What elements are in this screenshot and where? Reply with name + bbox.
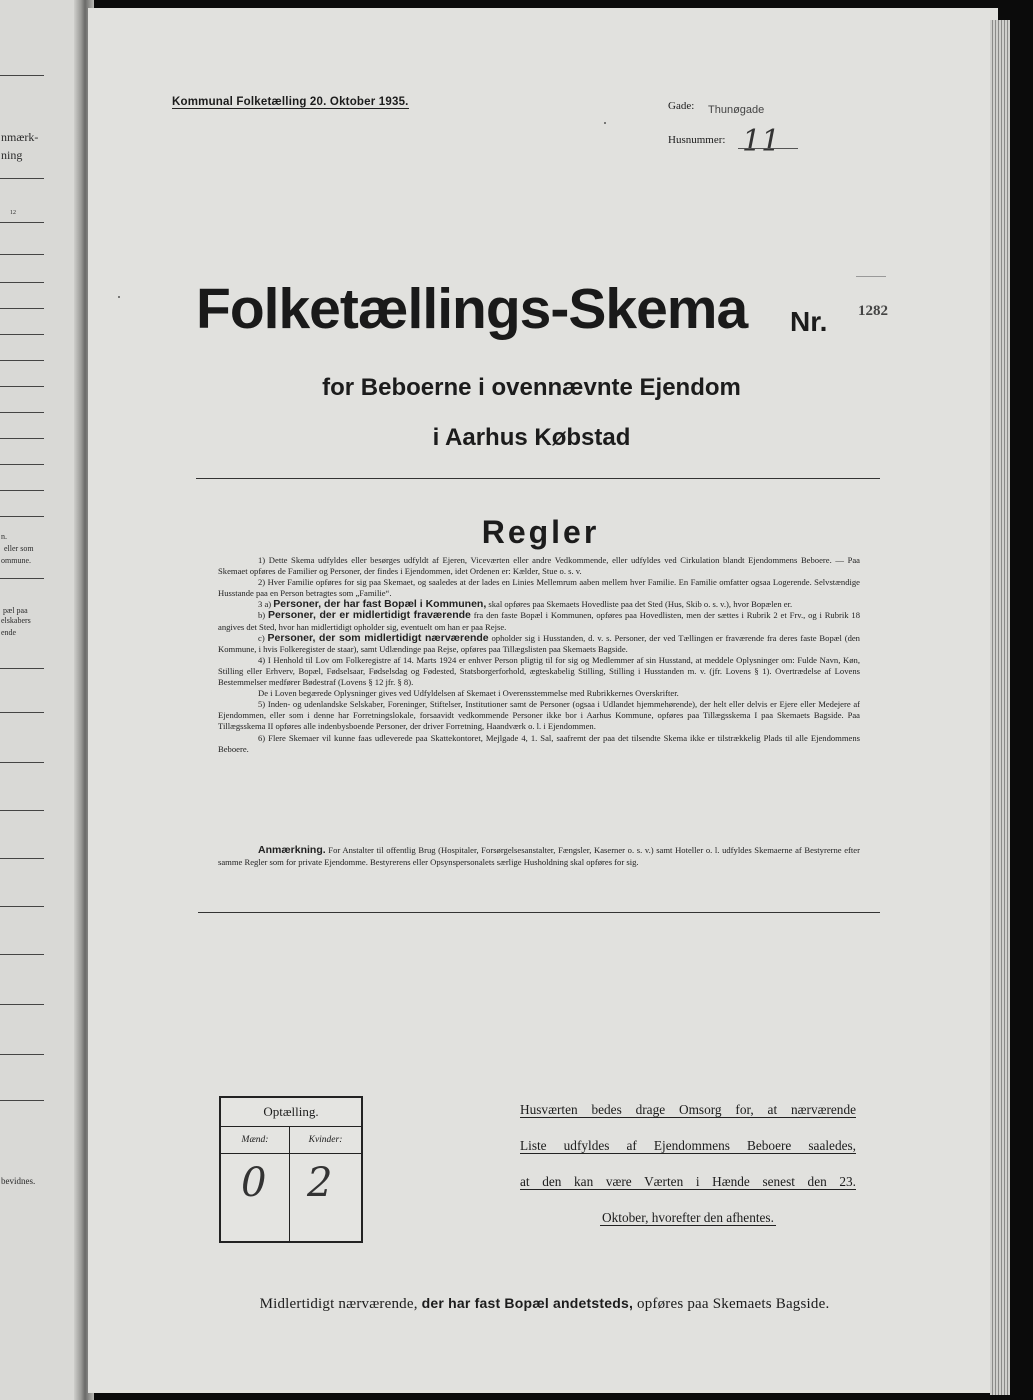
rule-line [0,1054,44,1055]
footer-bold-text: der har fast Bopæl andetsteds, [421,1295,634,1311]
rule-3a-number: 3 a) [258,599,272,610]
rule-3b-number: b) [258,610,266,621]
tally-women-label: Kvinder: [290,1127,361,1154]
left-fragment: elskabers [1,616,31,625]
footer-text: Midlertidigt nærværende, [259,1296,418,1312]
rule-5: 5) Inden- og udenlandske Selskaber, Foreninger, Stiftelser, Institutioner samt de Personer (ogsaa i Udlandet hjemmehørende), der helt eller delvis er Ejere eller Medejere af Ejendommen, eller som i denne har Forretningslokale, forsaavidt vedkommende Personer ikke bor i Aarhus Kommune, opføres paa Tillægsskema I paa Skemaets Bagside. Paa Tillægsskema II opføres alle indenbysboende Personer, der driver Forretning, Haandværk o. l. i Ejendommen. [218,699,860,732]
instruction-line [520,1138,856,1154]
paper-speck [118,296,120,298]
instruction-text: Oktober, hvorefter den afhentes. [602,1210,774,1225]
footer-note [0,1295,1033,1313]
form-title: Folketællings-Skema [196,277,748,341]
tally-column-divider [289,1154,290,1241]
paper-speck [604,122,606,124]
rule-3c-text: opholder sig i Husstanden, d. v. s. Personer, der ved Tællingen er fraværende fra deres faste Bopæl (den Kommune, i hvis Folkeregister de staar), samt Udlændinge paa Rejse, opføres paa Tillægslisten paa Skemaets Bagside. [218,632,860,654]
street-value: Thunøgade [708,104,765,116]
rule-line [0,858,44,859]
form-nr-label: Nr. [790,306,828,337]
tally-title: Optælling. [221,1098,361,1127]
tally-men-value: 0 [241,1160,267,1206]
remark-text: For Anstalter til offentlig Brug (Hospitaler, Forsørgelsesanstalter, Fængsler, Kaserner o. s. v.) samt Hoteller o. l. udfyldes Skemaerne af Bestyrerne efter samme Regler som for private Ejendomme. Bestyrerens eller Opsynspersonalets særlige Husholdning skal opføres for sig. [218,845,860,867]
house-number-line [738,148,798,149]
rule-1: 1) Dette Skema udfyldes eller besørges udfyldt af Ejeren, Viceværten eller andre Vedkommende, eller udfyldes ved Cirkulation blandt Ejendommens Beboere. — Paa Skemaet opføres de Familier og Personer, der findes i Ejendommen, idet Ordenen er: Kælder, Stue o. s. v. [218,555,860,577]
instruction-line [520,1174,856,1190]
rule-3c-number: c) [258,632,265,643]
rule-line [0,810,44,811]
rule-line [0,578,44,579]
house-number-label: Husnummer: [668,134,726,146]
rule-line [0,490,44,491]
instruction-line [520,1210,856,1226]
instruction-text: Husværten bedes drage Omsorg for, at nærværende [520,1102,856,1117]
house-number-value: 11 [742,124,781,159]
rule-line [0,75,44,76]
left-fragment: 12 [10,210,16,216]
census-header [172,96,409,109]
rules-heading: Regler [481,514,600,550]
left-fragment: n. [1,532,7,541]
rule-line [0,334,44,335]
remark-section [218,845,860,868]
rule-6: 6) Flere Skemaer vil kunne faas udleverede paa Skattekontoret, Mejlgade 4, 1. Sal, saafremt der paa det tilsendte Skema ikke er tilstrækkelig Plads til alle Ejendommens Beboere. [218,732,860,754]
tally-women-value: 2 [307,1160,333,1206]
remark-label: Anmærkning. [258,844,326,856]
left-fragment: pæl paa [3,606,28,615]
rule-4b: De i Loven begærede Oplysninger gives ved Udfyldelsen af Skemaet i Overensstemmelse med Rubrikkernes Overskrifter. [258,688,679,699]
rule-3c [218,633,860,655]
divider [198,912,880,913]
rule-line [0,668,44,669]
instruction-line [520,1102,856,1118]
left-fragment: eller som [4,544,34,553]
rule-3c-heading: Personer, der som midlertidigt nærværende [267,631,489,644]
rule-line [0,954,44,955]
tally-men-label: Mænd: [221,1127,290,1154]
census-title: Kommunal Folketælling 20. Oktober 1935. [172,96,409,108]
rule-line [0,906,44,907]
rules-body [218,555,860,755]
instruction-text: at den kan være Værten i Hænde senest den 23. [520,1174,856,1189]
subtitle-line-2: i Aarhus Købstad [432,424,631,451]
tally-box [219,1096,363,1243]
rule-line [0,1100,44,1101]
rule-3a-heading: Personer, der har fast Bopæl i Kommunen, [273,598,487,611]
divider [196,478,880,479]
rule-3b [218,610,860,632]
rule-line [0,1004,44,1005]
rule-line [0,254,44,255]
left-fragment: bevidnes. [1,1176,36,1186]
rule-3b-heading: Personer, der er midlertidigt fraværende [268,609,471,622]
left-page-strip [0,0,80,1400]
subtitle-line-1: for Beboerne i ovennævnte Ejendom [322,374,741,401]
rule-line [0,360,44,361]
paper-mark [856,276,886,277]
rule-2: 2) Hver Familie opføres for sig paa Skemaet, og saaledes at der lades en Linies Mellemrum aaben mellem hver Familie. En Familie omfatter ogsaa Logerende. Selvstændige Husstande paa en Person betragtes som „Familie“. [218,577,860,599]
street-label: Gade: [668,100,695,112]
rule-3a-text: skal opføres paa Skemaets Hovedliste paa det Sted (Hus, Skib o. s. v.), hvor Bopælen er. [488,599,793,610]
rule-3b-text: fra den faste Bopæl i Kommunen, opføres paa Hovedlisten, men der sættes i Rubrik 2 et Frv., og i Rubrik 18 angives det Sted, hvor han midlertidigt opholder sig, eventuelt om han er paa Rejse. [218,610,860,632]
page-stack-edge [990,20,1010,1395]
instruction-text: Liste udfyldes af Ejendommens Beboere saaledes, [520,1138,856,1153]
form-number: 1282 [858,303,888,319]
left-fragment: nmærk- [1,130,39,144]
rule-line [0,464,44,465]
left-fragment: ommune. [1,556,31,565]
rule-line [0,222,44,223]
footer-text: opføres paa Skemaets Bagside. [637,1296,830,1312]
left-fragment: ning [1,148,23,162]
rule-4: 4) I Henhold til Lov om Folkeregistre af 14. Marts 1924 er enhver Person pligtig til for sig og Medlemmer af sin Husstand, at meddele Oplysninger om: Fulde Navn, Køn, Stilling eller Erhverv, Bopæl, Fødselsaar, Fødselsdag og Fødested, Statsborgerforhold, ægteskabelig Stilling, Stilling i Husstanden m. v. (jfr. Lovens § 1). Overtrædelse af Lovens Bestemmelser medfører Bødestraf (Lovens § 12 jfr. § 8). [218,654,860,688]
rule-line [0,282,44,283]
rule-line [0,178,44,179]
rule-line [0,762,44,763]
rule-line [0,712,44,713]
rule-line [0,308,44,309]
left-fragment: ende [1,628,17,637]
rule-line [0,412,44,413]
